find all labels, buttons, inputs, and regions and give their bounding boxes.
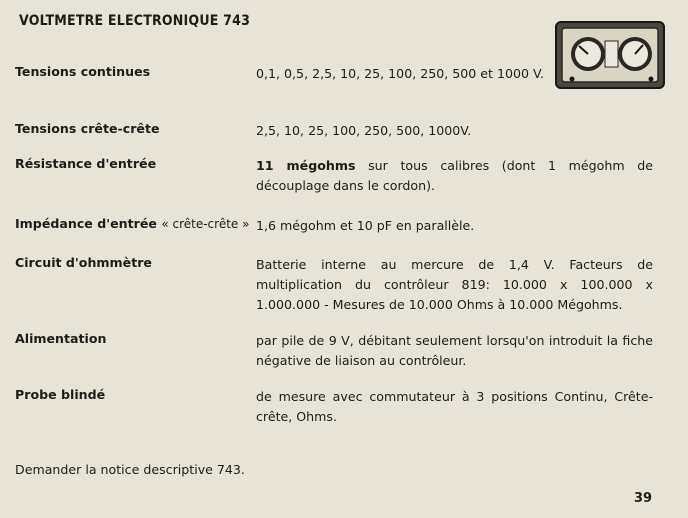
spec-label: Circuit d'ohmmètre (15, 255, 152, 270)
voltmeter-device-icon (555, 21, 667, 95)
spec-value (256, 156, 653, 196)
spec-label: Tensions continues (15, 64, 151, 79)
spec-label: Probe blindé (15, 387, 106, 402)
spec-value-bold: 11 mégohms (256, 158, 356, 173)
spec-value-text: sur tous calibres (dont 1 mégohm de découplage dans le cordon). (256, 158, 653, 193)
spec-value: Batterie interne au mercure de 1,4 V. Facteurs de multiplication du contrôleur 819: 10.000 x 100.000 x 1.000.000 - Mesures de 10.000 Ohms à 10.000 Mégohms. (256, 257, 653, 312)
page-title: VOLTMETRE ELECTRONIQUE 743 (19, 13, 251, 29)
spec-label-quoted: « crête-crête » (161, 217, 250, 231)
footer-note: Demander la notice descriptive 743. (15, 462, 245, 477)
page-number: 39 (634, 491, 653, 506)
spec-value: 1,6 mégohm et 10 pF en parallèle. (256, 218, 475, 233)
spec-label: Tensions crête-crête (15, 121, 160, 136)
spec-value: de mesure avec commutateur à 3 positions Continu, Crête-crête, Ohms. (256, 389, 653, 424)
spec-value: 0,1, 0,5, 2,5, 10, 25, 100, 250, 500 et 1000 V. (256, 66, 545, 81)
spec-value: 2,5, 10, 25, 100, 250, 500, 1000V. (256, 123, 472, 138)
spec-label: Alimentation (15, 331, 107, 346)
spec-value: par pile de 9 V, débitant seulement lorsqu'on introduit la fiche négative de liaison au contrôleur. (256, 333, 653, 368)
spec-label (15, 216, 255, 231)
spec-label-text: Impédance d'entrée (15, 216, 157, 231)
spec-label: Résistance d'entrée (15, 156, 157, 171)
